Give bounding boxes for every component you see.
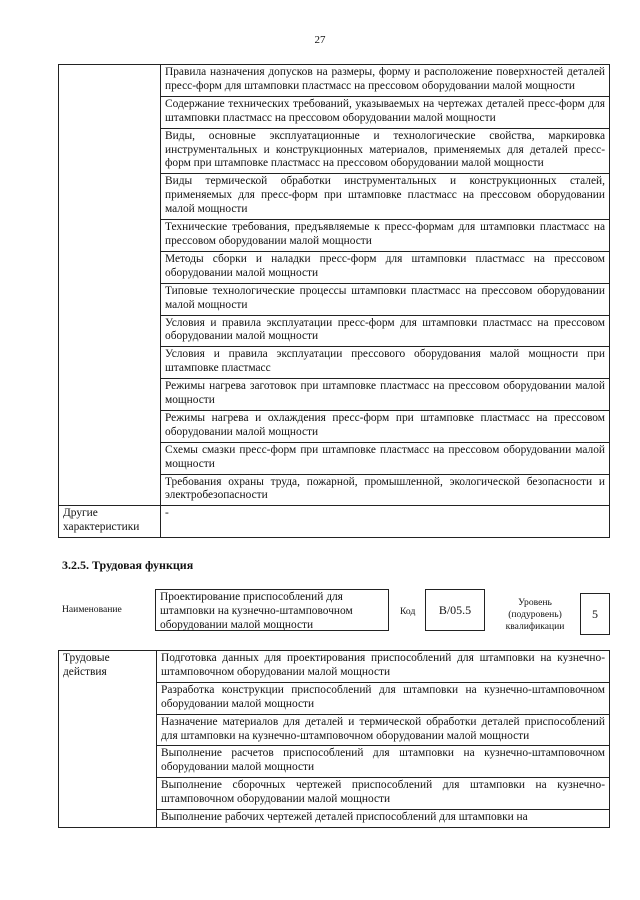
table-cell: Виды, основные эксплуатационные и технологические свойства, маркировка инструментальных и конструкционных материалов, применяемых для деталей пресс-форм при штамповке пластмасс на прессовом оборудовании малой мощности xyxy=(161,128,610,174)
table-row xyxy=(59,651,610,683)
table-cell: Правила назначения допусков на размеры, форму и расположение поверхностей деталей пресс-форм для штамповки пластмасс на прессовом оборудовании малой мощности xyxy=(161,65,610,97)
name-label: Наименование xyxy=(62,604,122,615)
knowledge-table xyxy=(58,64,610,538)
level-box: 5 xyxy=(580,593,610,635)
table-cell: Схемы смазки пресс-форм при штамповке пластмасс на прессовом оборудовании малой мощности xyxy=(161,442,610,474)
table-cell: Методы сборки и наладки пресс-форм для штамповки пластмасс на прессовом оборудовании малой мощности xyxy=(161,251,610,283)
table-cell: Режимы нагрева заготовок при штамповке пластмасс на прессовом оборудовании малой мощности xyxy=(161,379,610,411)
function-name-box: Проектирование приспособлений для штамповки на кузнечно-штамповочном оборудовании малой мощности xyxy=(155,589,389,631)
labor-actions-label: Трудовые действия xyxy=(59,651,157,828)
table-cell: Виды термической обработки инструментальных и конструкционных сталей, применяемых для пресс-форм при штамповке пластмасс на прессовом оборудовании малой мощности xyxy=(161,174,610,220)
table-cell: Условия и правила эксплуатации пресс-форм для штамповки пластмасс на прессовом оборудовании малой мощности xyxy=(161,315,610,347)
table-cell: Назначение материалов для деталей и термической обработки деталей приспособлений для штамповки на кузнечно-штамповочном оборудовании малой мощности xyxy=(157,714,610,746)
other-characteristics-value: - xyxy=(161,506,610,538)
table-cell: Подготовка данных для проектирования приспособлений для штамповки на кузнечно-штамповочном оборудовании малой мощности xyxy=(157,651,610,683)
code-label: Код xyxy=(400,606,416,617)
labor-actions-table xyxy=(58,650,610,828)
table-cell: Разработка конструкции приспособлений для штамповки на кузнечно-штамповочном оборудовании малой мощности xyxy=(157,682,610,714)
table-cell: Выполнение сборочных чертежей приспособлений для штамповки на кузнечно-штамповочном оборудовании малой мощности xyxy=(157,778,610,810)
page-number: 27 xyxy=(314,34,326,46)
table-cell: Режимы нагрева и охлаждения пресс-форм при штамповке пластмасс на прессовом оборудовании малой мощности xyxy=(161,410,610,442)
code-box: B/05.5 xyxy=(425,589,485,631)
table-cell: Выполнение расчетов приспособлений для штамповки на кузнечно-штамповочном оборудовании малой мощности xyxy=(157,746,610,778)
table-row xyxy=(59,65,610,97)
table-cell: Технические требования, предъявляемые к пресс-формам для штамповки пластмасс на прессовом оборудовании малой мощности xyxy=(161,220,610,252)
table-cell: Требования охраны труда, пожарной, промышленной, экологической безопасности и электробезопасности xyxy=(161,474,610,506)
section-heading: 3.2.5. Трудовая функция xyxy=(62,558,194,572)
table-cell: Типовые технологические процессы штамповки пластмасс на прессовом оборудовании малой мощности xyxy=(161,283,610,315)
other-characteristics-label: Другие характеристики xyxy=(59,506,161,538)
empty-label-cell xyxy=(59,65,161,506)
table-cell: Выполнение рабочих чертежей деталей приспособлений для штамповки на xyxy=(157,810,610,828)
level-label: Уровень (подуровень) квалификации xyxy=(505,597,565,632)
table-row xyxy=(59,506,610,538)
table-cell: Содержание технических требований, указываемых на чертежах деталей пресс-форм для штамповки пластмасс на прессовом оборудовании малой мощности xyxy=(161,96,610,128)
table-cell: Условия и правила эксплуатации прессового оборудования малой мощности при штамповке пластмасс xyxy=(161,347,610,379)
